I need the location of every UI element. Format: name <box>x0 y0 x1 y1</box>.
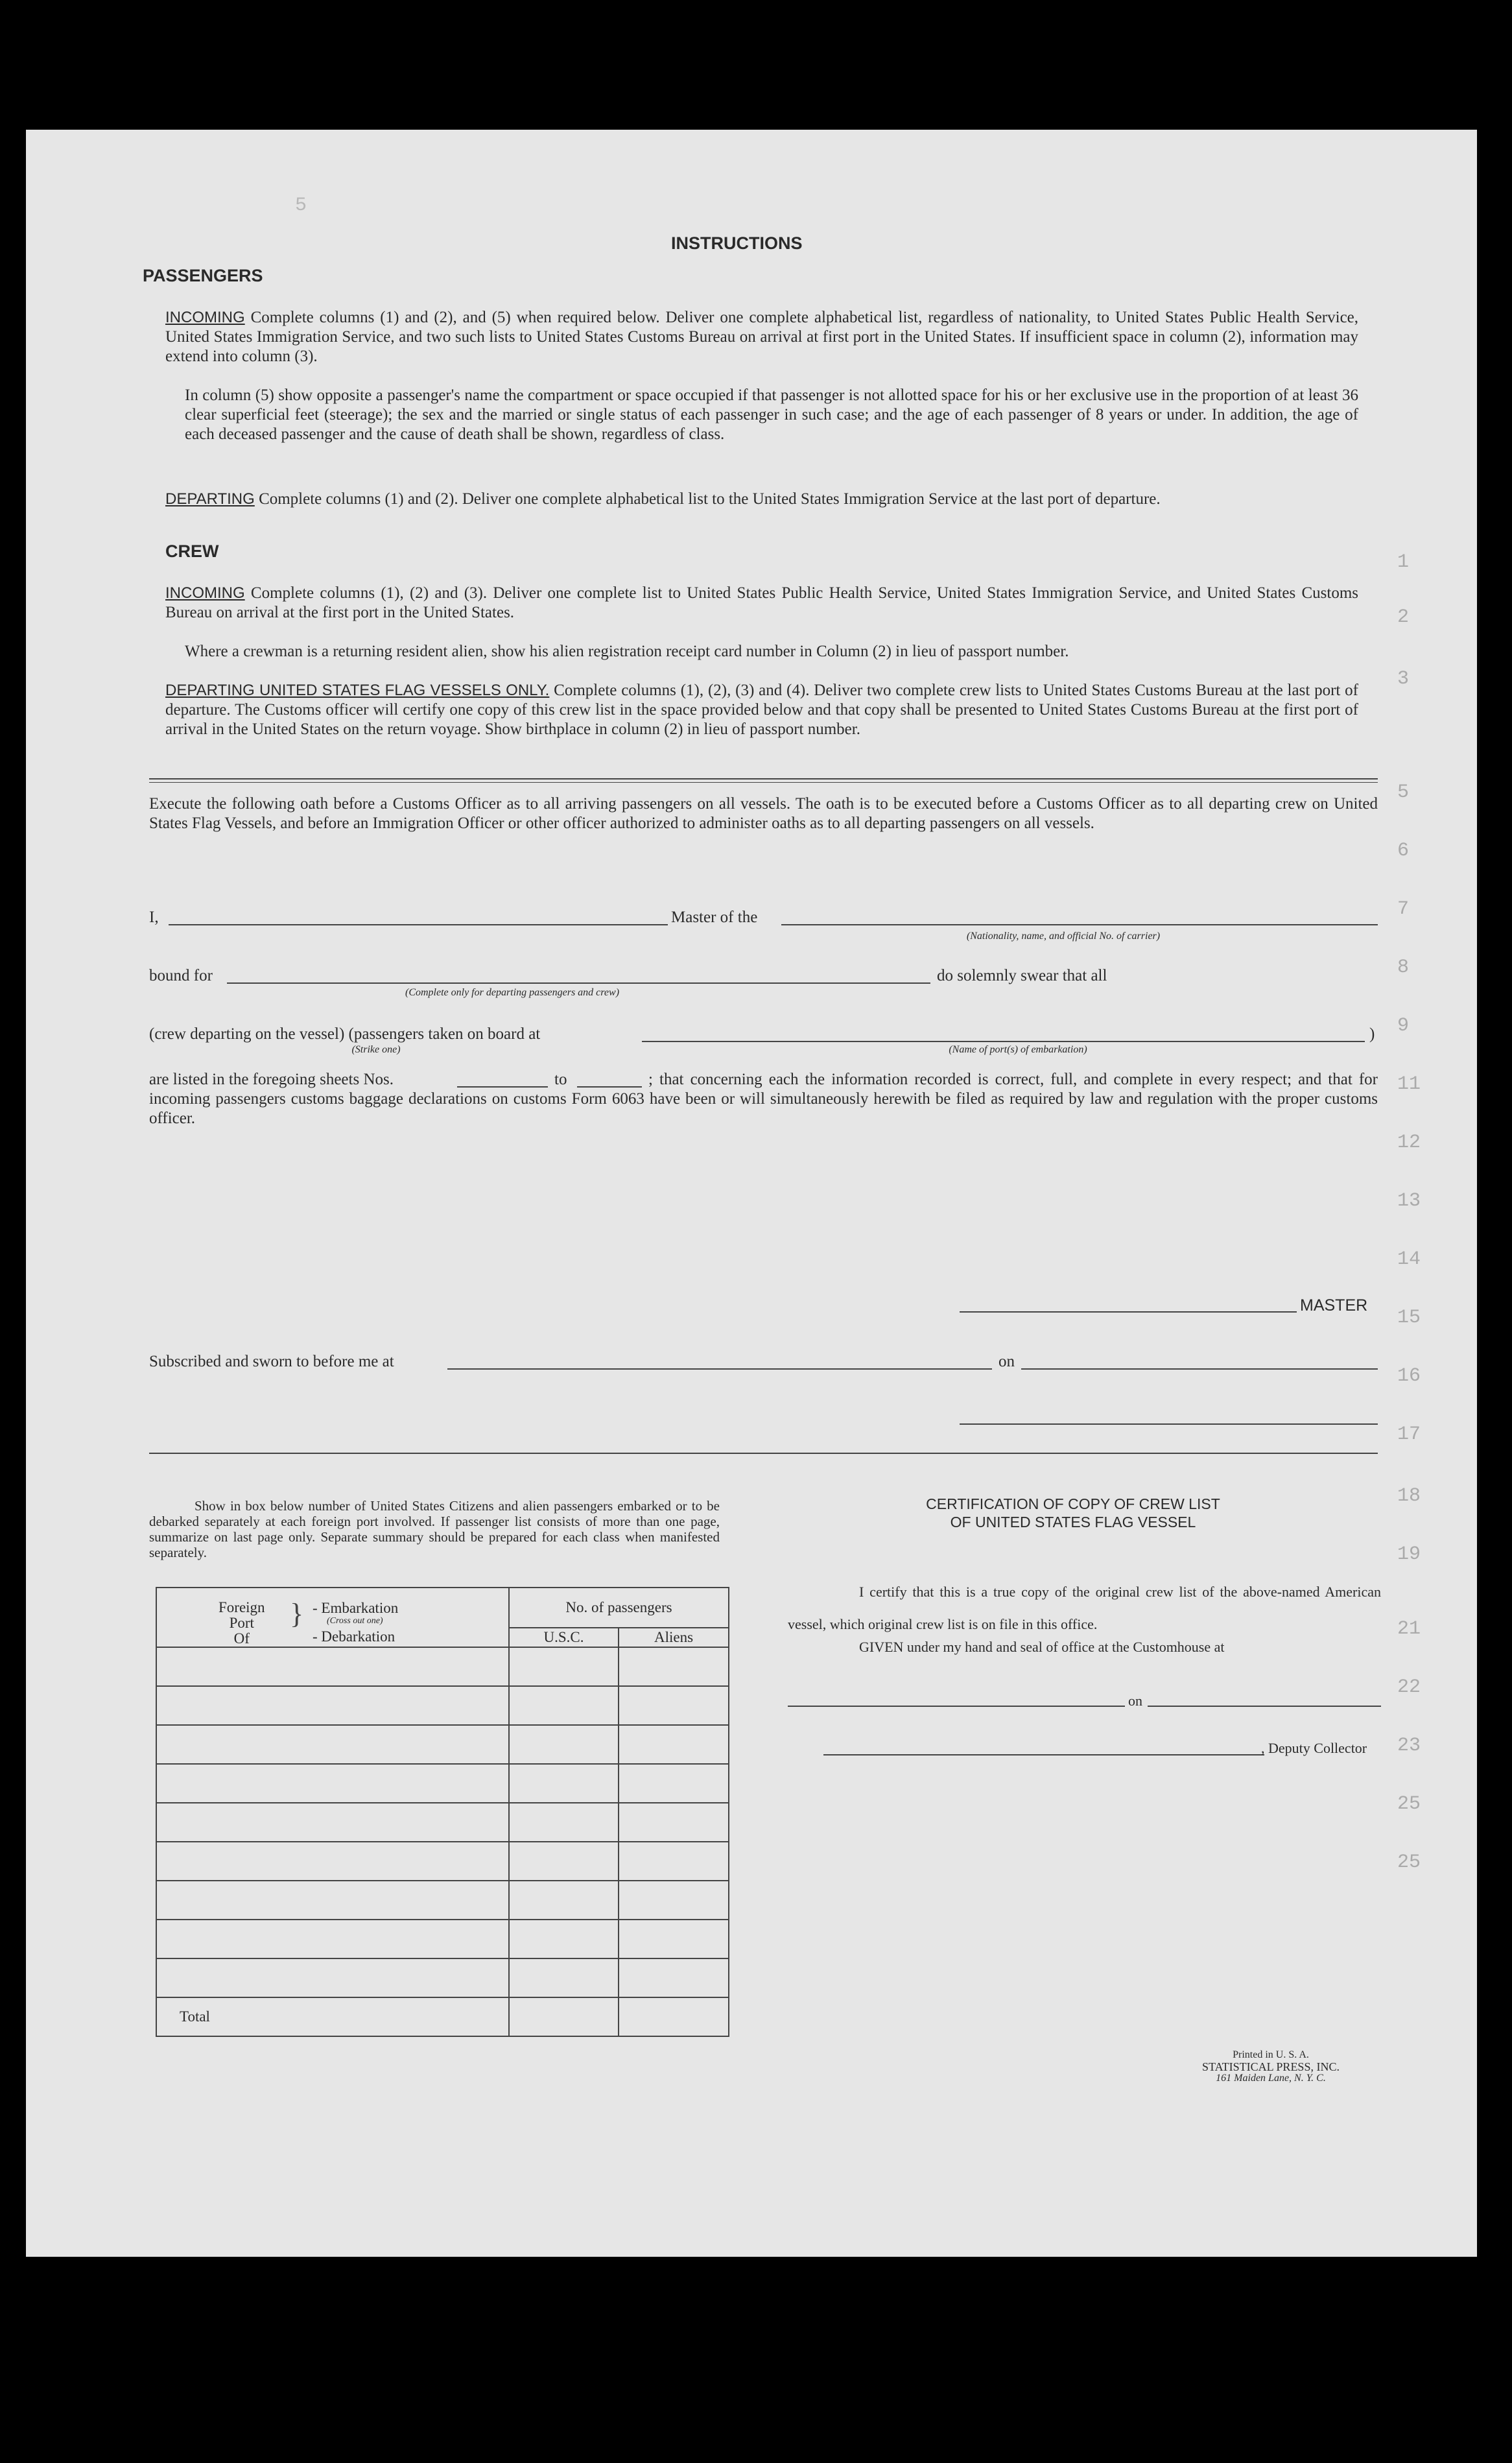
deputy-collector-label: , Deputy Collector <box>1261 1740 1367 1756</box>
listed-text: ; that concerning each the information recorded is correct, full, and complete in every respect; and that for incoming passengers customs baggage declarations on customs Form 6063 have been or will simultaneously herewith be filed as required by law and regulation with the proper customs officer. <box>149 1071 1378 1127</box>
crew-incoming-text: Complete columns (1), (2) and (3). Deliver one complete list to United States Public Health Service, United States Immigration Service, and United States Customs Bureau on arrival at the first port in the United States. <box>165 584 1359 621</box>
row-number: 22 <box>1397 1676 1421 1698</box>
sheets-label: are listed in the foregoing sheets Nos. <box>149 1071 394 1088</box>
box-instructions: Show in box below number of United States Citizens and alien passengers embarked or to be debarked separately at each foreign port involved. If passenger list consists of more than one page, summarize on last page only. Separate summary should be prepared for each class when manifested separately. <box>149 1498 720 1560</box>
bound-for-label: bound for <box>149 967 213 984</box>
lower-divider <box>149 1453 1378 1454</box>
row-number: 15 <box>1397 1307 1421 1329</box>
passengers-departing-paragraph <box>165 490 1358 509</box>
ports-caption: (Name of port(s) of embarkation) <box>949 1044 1087 1055</box>
passengers-incoming-text: Complete columns (1) and (2), and (5) when required below. Deliver one complete alphabetical list, regardless of nationality, to United States Public Health Service, United States Immigration Service, and two such lists to United States Customs Bureau on arrival at first port in the United States. If insufficient space in column (2), information may extend into column (3). <box>165 309 1359 365</box>
row-number: 9 <box>1397 1015 1410 1037</box>
officer-signature-line[interactable] <box>960 1423 1378 1425</box>
row-number: 19 <box>1397 1543 1421 1565</box>
table-row <box>156 1647 729 1686</box>
usc-header: U.S.C. <box>509 1628 619 1647</box>
passengers-column5-paragraph: In column (5) show opposite a passenger's name the compartment or space occupied if that passenger is not allotted space for his or her exclusive use in the proportion of at least 36 clear superficial feet (steerage); the sex and the married or single status of each passenger in such case; and the age of each passenger of 8 years or under. In addition, the age of each deceased passenger and the cause of death shall be shown, regardless of class. <box>185 387 1358 443</box>
passenger-summary-table <box>156 1587 729 2037</box>
no-of-passengers-header: No. of passengers <box>509 1588 729 1628</box>
row-number: 8 <box>1397 957 1410 979</box>
row-number: 14 <box>1397 1248 1421 1270</box>
crew-departing-text: Complete columns (1), (2), (3) and (4). Deliver two complete crew lists to United States Customs Bureau at the last port of departure. The Customs officer will certify one copy of this crew list in the space provided below and that copy shall be presented to United States Customs Bureau at the first port of arrival in the United States on the return voyage. Show birthplace in column (2) in lieu of passport number. <box>165 682 1358 738</box>
aliens-header: Aliens <box>619 1628 729 1647</box>
table-row <box>156 1725 729 1764</box>
crew-heading: CREW <box>165 541 219 561</box>
passengers-departing-text: Complete columns (1) and (2). Deliver one complete alphabetical list to the United States Immigration Service at the last port of departure. <box>259 490 1161 508</box>
crew-departing-paragraph <box>165 681 1358 739</box>
row-number: 1 <box>1397 551 1410 573</box>
table-row <box>156 1686 729 1725</box>
row-number: 16 <box>1397 1365 1421 1387</box>
oath-i-label: I, <box>149 909 159 926</box>
printer-line2: STATISTICAL PRESS, INC. <box>1202 2060 1340 2073</box>
crew-returning-paragraph: Where a crewman is a returning resident alien, show his alien registration receipt card number in Column (2) in lieu of passport number. <box>185 643 1069 660</box>
customhouse-line[interactable] <box>788 1706 1125 1707</box>
certification-on-label: on <box>1128 1693 1142 1709</box>
given-text: GIVEN under my hand and seal of office at the Customhouse at <box>859 1639 1225 1655</box>
subscribed-date-line[interactable] <box>1021 1368 1378 1370</box>
table-row <box>156 1920 729 1958</box>
row-number: 21 <box>1397 1618 1421 1640</box>
subscribed-place-line[interactable] <box>447 1368 992 1370</box>
section-divider <box>149 778 1378 783</box>
row-number: 2 <box>1397 606 1410 628</box>
crew-incoming-paragraph <box>165 584 1358 623</box>
crew-departing-label: DEPARTING UNITED STATES FLAG VESSELS ONLY. <box>165 682 550 699</box>
total-row <box>156 1997 729 2036</box>
certification-title-line2: OF UNITED STATES FLAG VESSEL <box>950 1514 1196 1530</box>
row-number: 7 <box>1397 898 1410 920</box>
printer-line1: Printed in U. S. A. <box>1233 2049 1309 2060</box>
row-number: 13 <box>1397 1190 1421 1212</box>
close-paren: ) <box>1369 1025 1375 1043</box>
debarkation-label: - Debarkation <box>313 1628 396 1645</box>
row-number: 18 <box>1397 1485 1421 1507</box>
passengers-incoming-paragraph <box>165 308 1358 366</box>
foreign-port-header <box>156 1588 509 1647</box>
subscribed-label: Subscribed and sworn to before me at <box>149 1353 394 1370</box>
printer-imprint <box>1174 2049 1368 2084</box>
total-label: Total <box>156 1997 509 2036</box>
crew-incoming-label: INCOMING <box>165 584 245 602</box>
strike-caption: (Strike one) <box>351 1044 401 1055</box>
foreign-port-of: Foreign Port Of <box>219 1599 265 1647</box>
master-name-line[interactable] <box>169 924 668 925</box>
row-number: 6 <box>1397 840 1410 862</box>
certification-title-line1: CERTIFICATION OF COPY OF CREW LIST <box>926 1495 1220 1512</box>
passengers-departing-label: DEPARTING <box>165 490 255 508</box>
cross-out-label: (Cross out one) <box>327 1616 383 1626</box>
row-number: 5 <box>1397 781 1410 803</box>
table-row <box>156 1764 729 1803</box>
nationality-caption: (Nationality, name, and official No. of carrier) <box>966 931 1161 942</box>
table-row <box>156 1881 729 1920</box>
table-row <box>156 1842 729 1881</box>
to-label: to <box>554 1071 567 1088</box>
master-signature-line[interactable] <box>960 1311 1297 1313</box>
printer-line3: 161 Maiden Lane, N. Y. C. <box>1216 2073 1326 2084</box>
page-number: 5 <box>295 195 307 217</box>
master-of-label: Master of the <box>671 909 758 926</box>
crew-departing-choice: (crew departing on the vessel) (passengers taken on board at <box>149 1025 541 1043</box>
row-number: 25 <box>1397 1851 1421 1874</box>
embarkation-label: - Embarkation <box>313 1600 399 1616</box>
certify-text: I certify that this is a true copy of the original crew list of the above-named American vessel, which original crew list is on file in this office. <box>788 1584 1381 1632</box>
brace: } <box>290 1598 304 1630</box>
row-number: 3 <box>1397 668 1410 690</box>
table-row <box>156 1803 729 1842</box>
bound-for-line[interactable] <box>227 982 930 984</box>
embarkation-ports-line[interactable] <box>642 1041 1365 1042</box>
certification-title <box>888 1495 1258 1531</box>
document-page <box>26 130 1477 2257</box>
carrier-line[interactable] <box>781 924 1378 925</box>
subscribed-on-label: on <box>998 1353 1015 1370</box>
instructions-title: INSTRUCTIONS <box>671 233 803 253</box>
row-number: 23 <box>1397 1735 1421 1757</box>
row-number: 11 <box>1397 1073 1421 1095</box>
swear-text: do solemnly swear that all <box>937 967 1107 984</box>
certification-date-line[interactable] <box>1148 1706 1381 1707</box>
row-number: 12 <box>1397 1132 1421 1154</box>
passengers-heading: PASSENGERS <box>143 266 263 285</box>
master-label: MASTER <box>1300 1296 1368 1315</box>
table-row <box>156 1958 729 1997</box>
deputy-signature-line[interactable] <box>823 1754 1264 1755</box>
row-number: 25 <box>1397 1793 1421 1815</box>
passengers-incoming-label: INCOMING <box>165 309 245 326</box>
oath-intro: Execute the following oath before a Customs Officer as to all arriving passengers on all vessels. The oath is to be executed before a Customs Officer as to all departing crew on United States Flag Vessels, and before an Immigration Officer or other officer authorized to administer oaths as to all departing passengers on all vessels. <box>149 795 1378 832</box>
row-number: 17 <box>1397 1423 1421 1446</box>
bound-caption: (Complete only for departing passengers and crew) <box>405 987 620 998</box>
